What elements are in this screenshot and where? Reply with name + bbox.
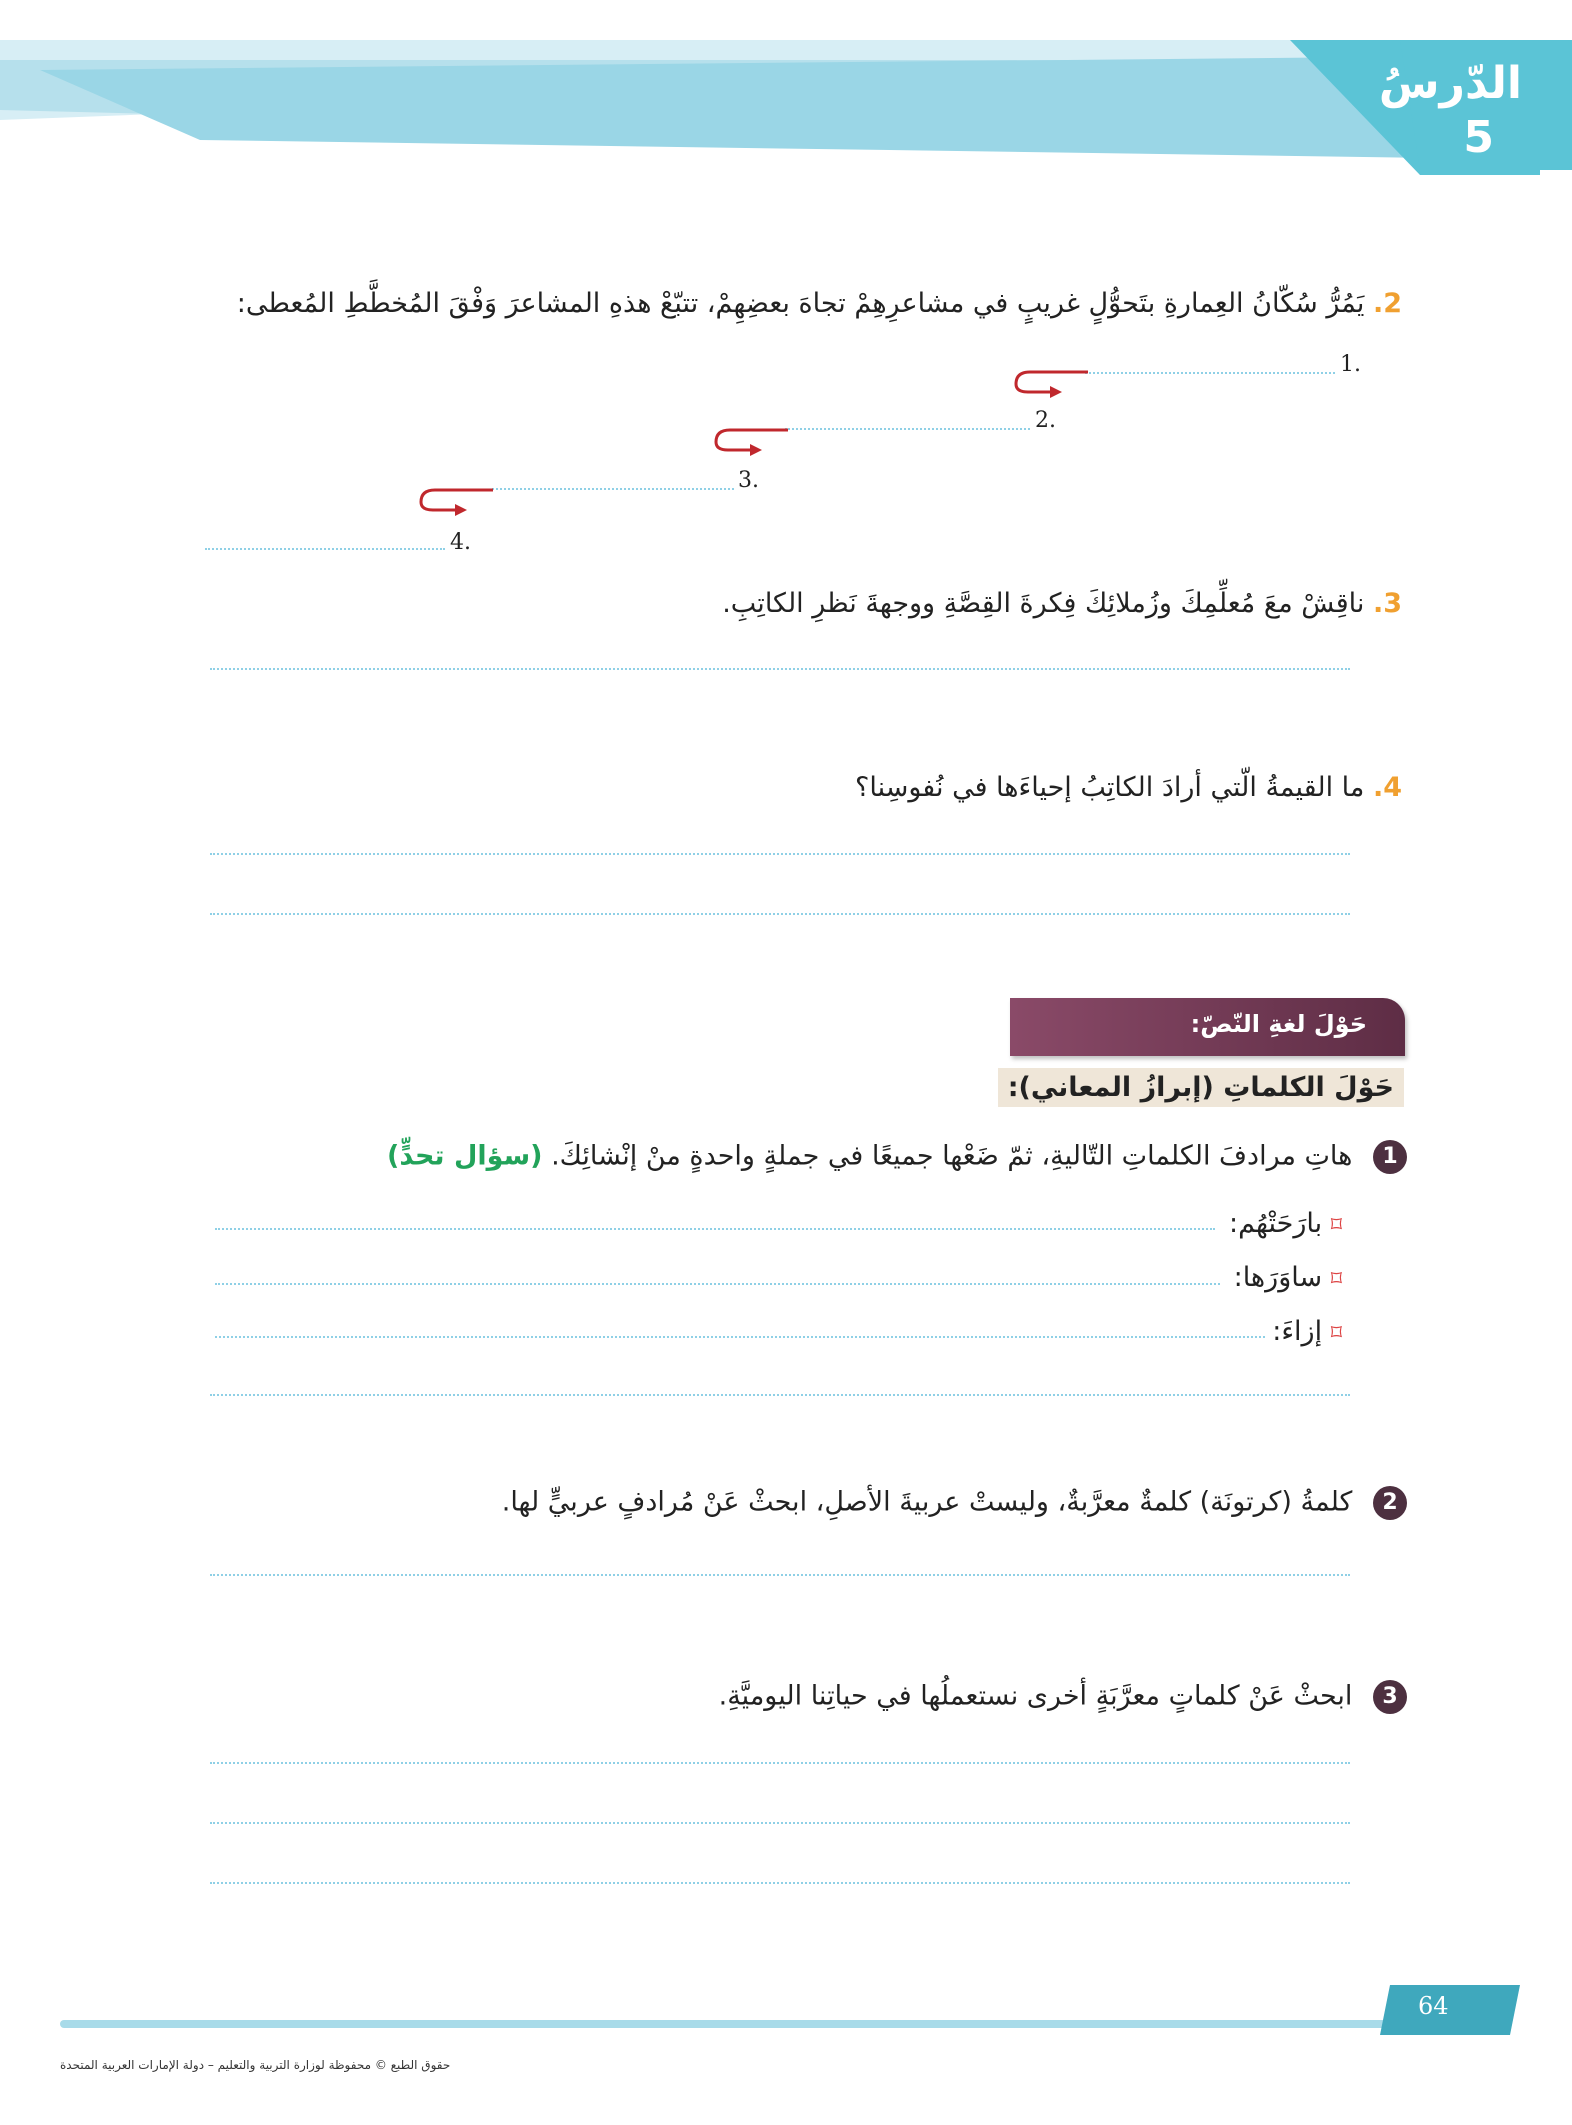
exercise-1-text: هاتِ مرادفَ الكلماتِ التّاليةِ، ثمّ ضَعْها جميعًا في جملةٍ واحدةٍ منْ إنْشائِكَ. [551, 1140, 1353, 1172]
step-1-label: 1. [1340, 352, 1361, 377]
step-1-arrow-icon [1010, 362, 1090, 402]
step-4-label: 4. [450, 530, 471, 555]
step-4-line[interactable] [205, 548, 445, 550]
answer-line-q3[interactable] [210, 668, 1350, 670]
bullet-icon: ⌑ [1330, 1267, 1342, 1292]
question-3-number: 3. [1372, 588, 1402, 619]
page-number-tab [1380, 1980, 1530, 2040]
step-3-label: 3. [738, 468, 759, 493]
question-3 [202, 588, 1402, 619]
question-4-text: ما القيمةُ الّتي أرادَ الكاتِبُ إحياءَها في نُفوسِنا؟ [855, 772, 1365, 803]
answer-line-e2[interactable] [210, 1574, 1350, 1576]
header-banner-decoration [0, 0, 1572, 200]
copyright: حقوق الطبع © محفوظة لوزارة التربية والتعليم – دولة الإمارات العربية المتحدة [60, 2058, 451, 2072]
step-2-label: 2. [1035, 408, 1056, 433]
answer-line-e3-2[interactable] [210, 1822, 1350, 1824]
question-4-number: 4. [1372, 772, 1402, 803]
answer-line-q4-1[interactable] [210, 853, 1350, 855]
word-item-2 [1234, 1262, 1342, 1293]
exercise-2 [157, 1486, 1407, 1520]
exercise-1-number: 1 [1373, 1140, 1407, 1174]
word-item-2-text: ساوَرَها: [1233, 1262, 1323, 1293]
section-subheading-text: حَوْلَ الكلماتِ (إبرازُ المعاني): [1007, 1072, 1394, 1103]
question-2-text: يَمُرُّ سُكّانُ العِمارةِ بتَحوُّلٍ غريبٍ في مشاعرِهِمْ تجاهَ بعضِهِمْ، تتبّعْ هذهِ المشاعرَ وَفْقَ المُخطَّطِ المُعطى: [236, 288, 1365, 319]
exercise-2-number: 2 [1373, 1486, 1407, 1520]
challenge-label: (سؤال تحدٍّ) [387, 1140, 543, 1172]
word-item-1 [1229, 1208, 1342, 1239]
answer-line-word-1[interactable] [215, 1228, 1215, 1230]
footer-bar [60, 2020, 1435, 2028]
question-3-text: ناقِشْ معَ مُعلِّمِكَ وزُملائِكَ فِكرةَ القِصَّةِ ووجهةَ نَظرِ الكاتِبِ. [722, 588, 1365, 619]
exercise-1 [157, 1140, 1407, 1174]
answer-line-word-2[interactable] [215, 1283, 1220, 1285]
bullet-icon: ⌑ [1330, 1213, 1342, 1238]
answer-line-sentence[interactable] [210, 1394, 1350, 1396]
exercise-3 [157, 1680, 1407, 1714]
page-number: 64 [1418, 1992, 1449, 2020]
exercise-3-number: 3 [1373, 1680, 1407, 1714]
section-subheading [998, 1068, 1404, 1107]
section-banner-text: حَوْلَ لغةِ النّصّ: [1190, 1010, 1367, 1038]
step-2-line[interactable] [785, 428, 1030, 430]
exercise-3-text: ابحثْ عَنْ كلماتٍ معرَّبَةٍ أخرى نستعملُها في حياتِنا اليوميَّةِ. [718, 1680, 1353, 1712]
word-item-3 [1272, 1316, 1342, 1347]
word-item-1-text: بارَحَتْهُم: [1228, 1208, 1323, 1239]
question-4 [202, 772, 1402, 803]
lesson-label: الدّرسُ [1378, 58, 1522, 109]
answer-line-word-3[interactable] [215, 1336, 1265, 1338]
step-3-line[interactable] [492, 488, 734, 490]
step-1-line[interactable] [1085, 372, 1335, 374]
exercise-2-text: كلمةُ (كرتونَة) كلمةٌ معرَّبةٌ، وليستْ عربيةَ الأصلِ، ابحثْ عَنْ مُرادفٍ عربيٍّ لها. [501, 1486, 1353, 1518]
answer-line-e3-3[interactable] [210, 1882, 1350, 1884]
bullet-icon: ⌑ [1330, 1321, 1342, 1346]
lesson-number: 5 [1463, 112, 1494, 163]
answer-line-e3-1[interactable] [210, 1762, 1350, 1764]
word-item-3-text: إزاءَ: [1272, 1316, 1323, 1347]
question-2-number: 2. [1372, 288, 1402, 319]
step-3-arrow-icon [415, 480, 495, 520]
answer-line-q4-2[interactable] [210, 913, 1350, 915]
question-2 [202, 288, 1402, 319]
step-2-arrow-icon [710, 420, 790, 460]
